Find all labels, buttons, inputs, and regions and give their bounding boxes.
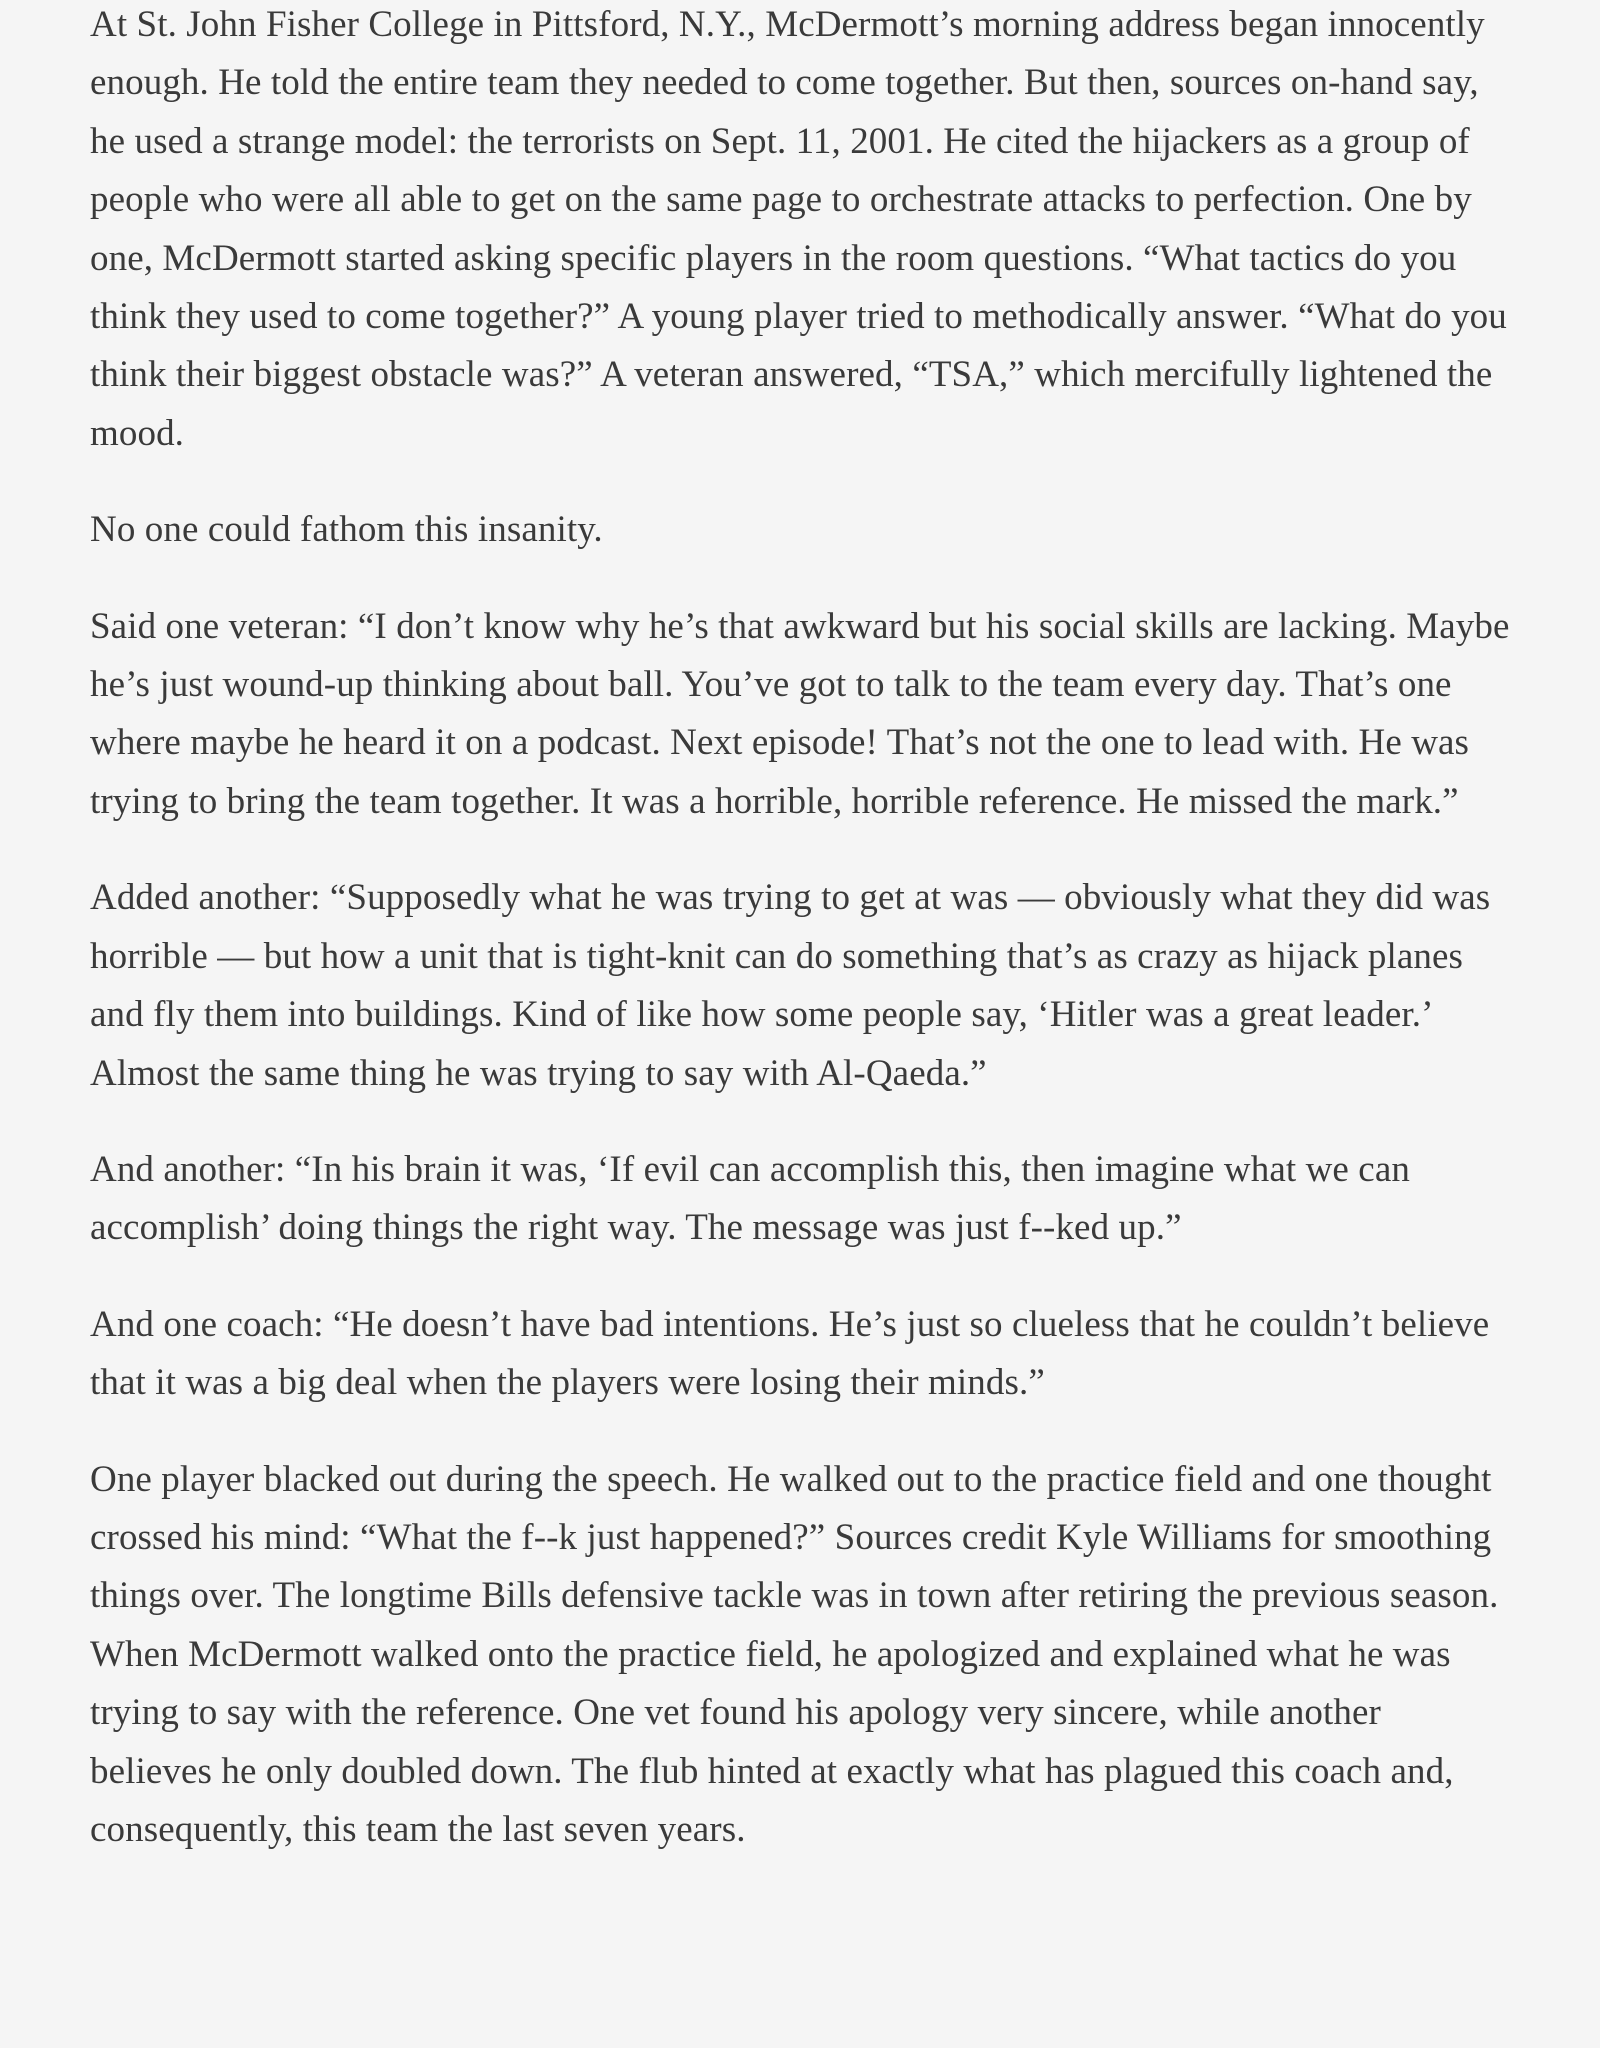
- article-paragraph: Added another: “Supposedly what he was trying to get at was — obviously what they did was horrible — but how a unit that is tight-knit can do something that’s as crazy as hijack planes and fly them into buildings. Kind of like how some people say, ‘Hitler was a great leader.’ Almost the same thing he was trying to say with Al-Qaeda.”: [90, 877, 1491, 1094]
- article-paragraph: And one coach: “He doesn’t have bad intentions. He’s just so clueless that he couldn’t believe that it was a big deal when the players were losing their minds.”: [90, 1303, 1490, 1404]
- article-paragraph: At St. John Fisher College in Pittsford, N.Y., McDermott’s morning address began innocently enough. He told the entire team they needed to come together. But then, sources on-hand say, he used a strange model: the terrorists on Sept. 11, 2001. He cited the hijackers as a group of people who were all able to get on the same page to orchestrate attacks to perfection. One by one, McDermott started asking specific players in the room questions. “What tactics do you think they used to come together?” A young player tried to methodically answer. “What do you think their biggest obstacle was?” A veteran answered, “TSA,” which mercifully lightened the mood.: [90, 4, 1507, 454]
- article-paragraph: Said one veteran: “I don’t know why he’s that awkward but his social skills are lacking. Maybe he’s just wound-up thinking about ball. You’ve got to talk to the team every day. That’s one where maybe he heard it on a podcast. Next episode! That’s not the one to lead with. He was trying to bring the team together. It was a horrible, horrible reference. He missed the mark.”: [90, 605, 1510, 822]
- article-paragraph: And another: “In his brain it was, ‘If evil can accomplish this, then imagine what we can accomplish’ doing things the right way. The message was just f--ked up.”: [90, 1148, 1410, 1249]
- article-paragraph: No one could fathom this insanity.: [90, 509, 603, 551]
- article-paragraph: One player blacked out during the speech. He walked out to the practice field and one thought crossed his mind: “What the f--k just happened?” Sources credit Kyle Williams for smoothing things over. The longtime Bills defensive tackle was in town after retiring the previous season. When McDermott walked onto the practice field, he apologized and explained what he was trying to say with the reference. One vet found his apology very sincere, while another believes he only doubled down. The flub hinted at exactly what has plagued this coach and, consequently, this team the last seven years.: [90, 1458, 1499, 1850]
